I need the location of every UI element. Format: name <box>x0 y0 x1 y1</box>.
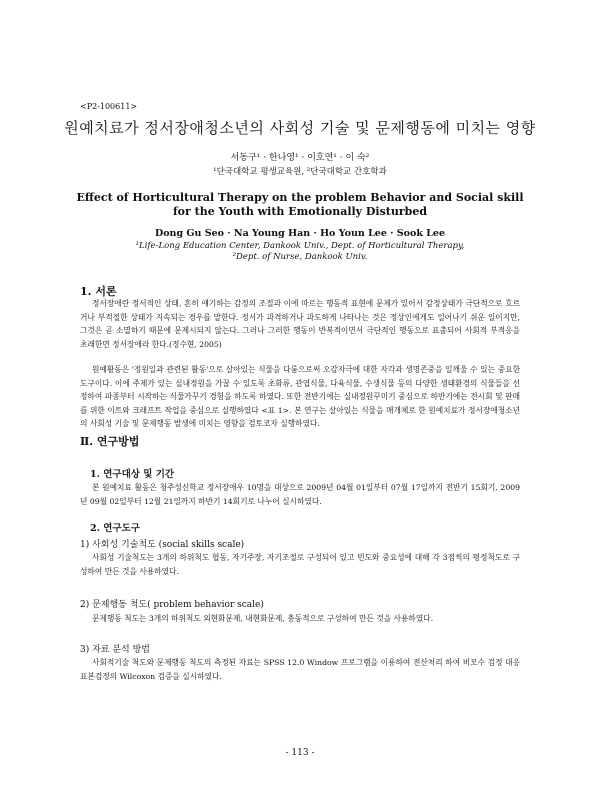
english-title-line2: for the Youth with Emotionally Disturbed <box>172 205 428 218</box>
subjects-paragraph: 본 원예치료 활동은 청주성신학교 정서장애우 10명을 대상으로 2009년 04월 01일부터 07월 17일까지 전반기 15회기, 2009년 09월 02일부터 12월 21일까지 하반기 14회기로 나누어 실시하였다. <box>80 483 520 506</box>
english-authors: Dong Gu Seo · Na Young Han · Ho Youn Lee · Sook Lee <box>154 228 445 239</box>
korean-title: 원예치료가 정서장애청소년의 사회성 기술 및 문제행동에 미치는 영향 <box>64 119 536 137</box>
social-skills-paragraph: 사회성 기술척도는 3개의 하위척도 협동, 자기주장, 자기조절로 구성되어 있고 빈도와 중요성에 대해 각 3점씩의 평정척도로 구성하여 만든 것을 사용하였다. <box>80 553 520 576</box>
tool-heading-social-skills: 1) 사회성 기술척도 (social skills scale) <box>80 540 245 550</box>
data-analysis-paragraph: 사회적기술 척도와 문제행동 척도의 측정된 자료는 SPSS 12.0 Window 프로그램을 이용하여 전산처리 하여 비모수 검정 대응표본검정의 Wilcoxon 검증을 실시하였다. <box>80 658 520 681</box>
subsection-heading-tools: 2. 연구도구 <box>90 523 140 534</box>
english-affiliation-line2: ²Dept. of Nurse, Dankook Univ. <box>232 252 368 262</box>
tool-heading-problem-behavior: 2) 문제행동 척도( problem behavior scale) <box>80 600 264 610</box>
korean-authors: 서동구¹ · 한나영¹ · 이호연¹ · 이 숙² <box>230 153 370 163</box>
problem-behavior-paragraph: 문제행동 척도는 3개의 하위척도 외현화문제, 내현화문제, 충동적으로 구성하여 만든 것을 사용하였다. <box>92 614 434 623</box>
introduction-paragraph-2: 원예활동은 '정원일과 관련된 활동'으로 살아있는 식물을 다룸으로써 오감자극에 대한 자각과 생명존중을 일깨울 수 있는 중요한 도구이다. 이에 주제가 있는 실내정원을 가꿀 수 있도록 초화류, 관엽식물, 다육식물, 수생식물 등의 다양한 생태환경의 식물들을 선정하여 파종부터 시작하는 식물가꾸기 경험을 하도록 하였다. 또한 전반기에는 실내정원꾸미기 중심으로 하반기에는 전시회 및 판매를 위한 이트와 크래프트 작업을 중심으로 실행하였다 <표 1>. 본 연구는 살아있는 식물을 매개체로 한 원예치료가 정서장애청소년의 사회성 기술 및 문제행동 발생에 미치는 영향을 검토코자 실행하였다. <box>80 365 520 428</box>
english-affiliation-line1: ¹Life-Long Education Center, Dankook Univ., Dept. of Horticultural Therapy, <box>135 241 465 251</box>
tool-heading-data-analysis: 3) 자료 분석 방법 <box>80 645 150 655</box>
korean-affiliations: ¹단국대학교 평생교육원, ²단국대학교 간호학과 <box>213 167 387 177</box>
section-heading-methods: Ⅱ. 연구방법 <box>80 435 140 448</box>
introduction-paragraph-1: 정서장애란 정서적인 상태, 흔히 얘기하는 감정의 조절과 이에 따르는 행동적 표현에 문제가 있어서 감정상태가 극단적으로 흐르거나 부적절한 상태가 지속되는 경우를 말한다. 정서가 과격하거나 과도하게 나타나는 것은 정상인에게도 일어나기 쉬운 일이지만, 그것은 곧 소멸하기 때문에 문제시되지 않는다. 그러나 그러한 행동이 반복적이면서 극단적인 행동으로 표출되어 사회적 부적응을 초래한면 정서장애라 한다.(정수현, 2005) <box>80 299 520 349</box>
abstract-code: <P2-100611> <box>80 102 138 111</box>
english-title <box>60 191 540 219</box>
subsection-heading-subjects: 1. 연구대상 및 기간 <box>90 469 175 480</box>
section-heading-introduction: 1. 서론 <box>80 285 117 298</box>
english-affiliations <box>0 241 600 263</box>
page-number: - 113 - <box>285 748 315 758</box>
english-title-line1: Effect of Horticultural Therapy on the problem Behavior and Social skill <box>76 191 524 204</box>
